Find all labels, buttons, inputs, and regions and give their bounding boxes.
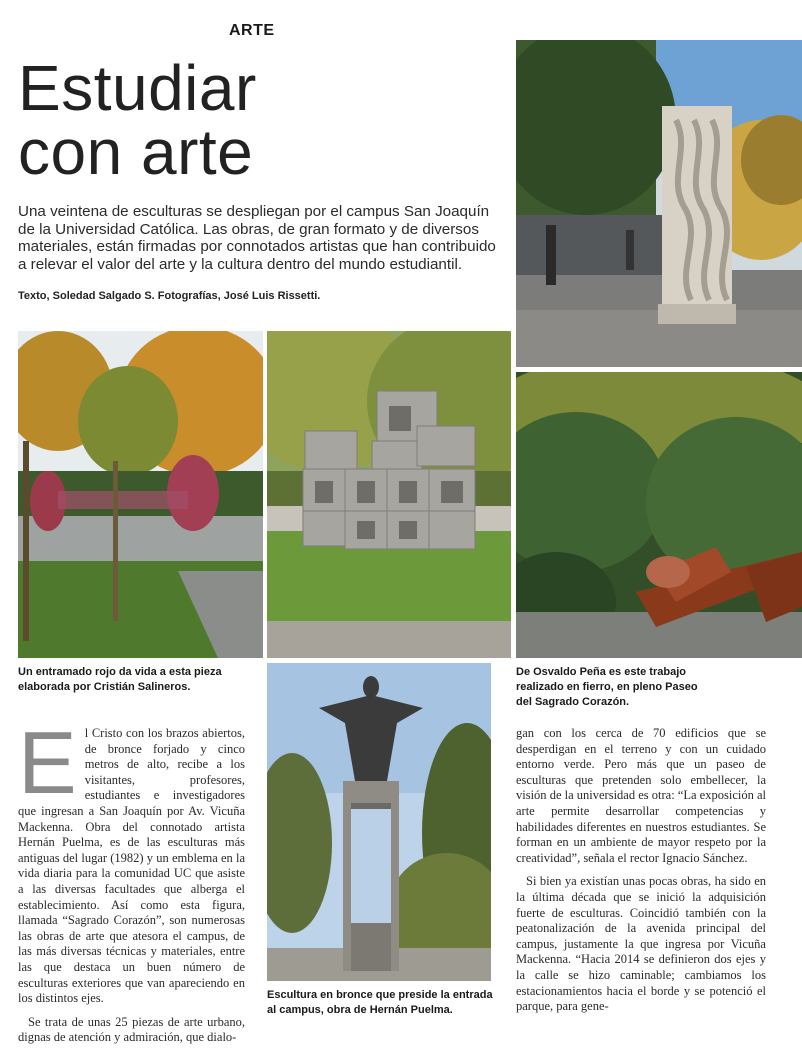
caption-christ-statue: Escultura en bronce que preside la entrada al campus, obra de Hernán Puelma.: [267, 989, 493, 1016]
body-paragraph-2: Se trata de unas 25 piezas de arte urbano, dignas de atención y admiración, que dialo-: [18, 1014, 245, 1045]
body-paragraph-1: l Cristo con los brazos abiertos, de bronce forjado y cinco metros de alto, recibe a los visitantes, profesores, estudiantes e investigadores que ingresan a San Joaquín por Av. Vicuña Mackenna. Obra del connotado artista Hernán Puelma, es de las esculturas más antiguas del lugar (1982) y un emblema en la vida diaria para la comunidad UC que asiste a las diversas facultades que alberga el establecimiento. Así como esta figura, llamada “Sagrado Corazón”, son numerosas las obras de arte que atesora el campus, de las más diversas técnicas y materiales, entre las que destaca un buen número de esculturas exteriores que van apareciendo en los distintos ejes.: [18, 726, 245, 1006]
dropcap: E: [18, 713, 77, 812]
headline: [18, 52, 498, 188]
credits-line: Texto, Soledad Salgado S. Fotografías, José Luis Rissetti.: [18, 290, 321, 302]
caption-iron-sculpture: De Osvaldo Peña es este trabajo realizado en fierro, en pleno Paseo del Sagrado Corazón.: [516, 666, 698, 708]
headline-line-1: Estudiar: [18, 52, 257, 124]
lede-paragraph: Una veintena de esculturas se despliegan por el campus San Joaquín de la Universidad Católica. Las obras, de gran formato y de diversos materiales, están firmadas por connotados artistas que han contribuido a relevar el valor del arte y la cultura dentro del mundo estudiantil.: [18, 203, 496, 273]
body-column-2: [516, 726, 766, 1023]
section-label: ARTE: [229, 22, 275, 39]
body-paragraph-3: gan con los cerca de 70 edificios que se desperdigan en el terreno y con un cuidado entorno verde. Pero más que un paseo de esculturas que pretenden solo embellecer, la visión de la universidad es otra: “La exposición al arte permite desarrollar competencias y habilidades diferentes en nuestros estudiantes. Se forman en un ambiente de mayor respeto por la creatividad”, señala el rector Ignacio Sánchez.: [516, 726, 766, 865]
photo-stone-blocks-sculpture: [267, 331, 511, 658]
photo-iron-sculpture: [516, 372, 802, 658]
photo-christ-statue: [267, 663, 491, 981]
photo-wave-sculpture: [516, 40, 802, 367]
headline-line-2: con arte: [18, 116, 254, 188]
photo-red-weave-sculpture: [18, 331, 263, 658]
body-paragraph-4: Si bien ya existían unas pocas obras, ha sido en la última década que se inició la adquisición fuerte de esculturas. Coincidió también con la peatonalización de la avenida principal del campus, justamente la que ingresa por Vicuña Mackenna. “Hacia 2014 se definieron dos ejes y la calle se hizo caminable; cambiamos los estacionamientos hacia el borde y se potenció el parque, para gene-: [516, 874, 766, 1014]
body-column-1: [18, 713, 245, 1054]
caption-red-weave: Un entramado rojo da vida a esta pieza elaborada por Cristián Salineros.: [18, 666, 222, 693]
